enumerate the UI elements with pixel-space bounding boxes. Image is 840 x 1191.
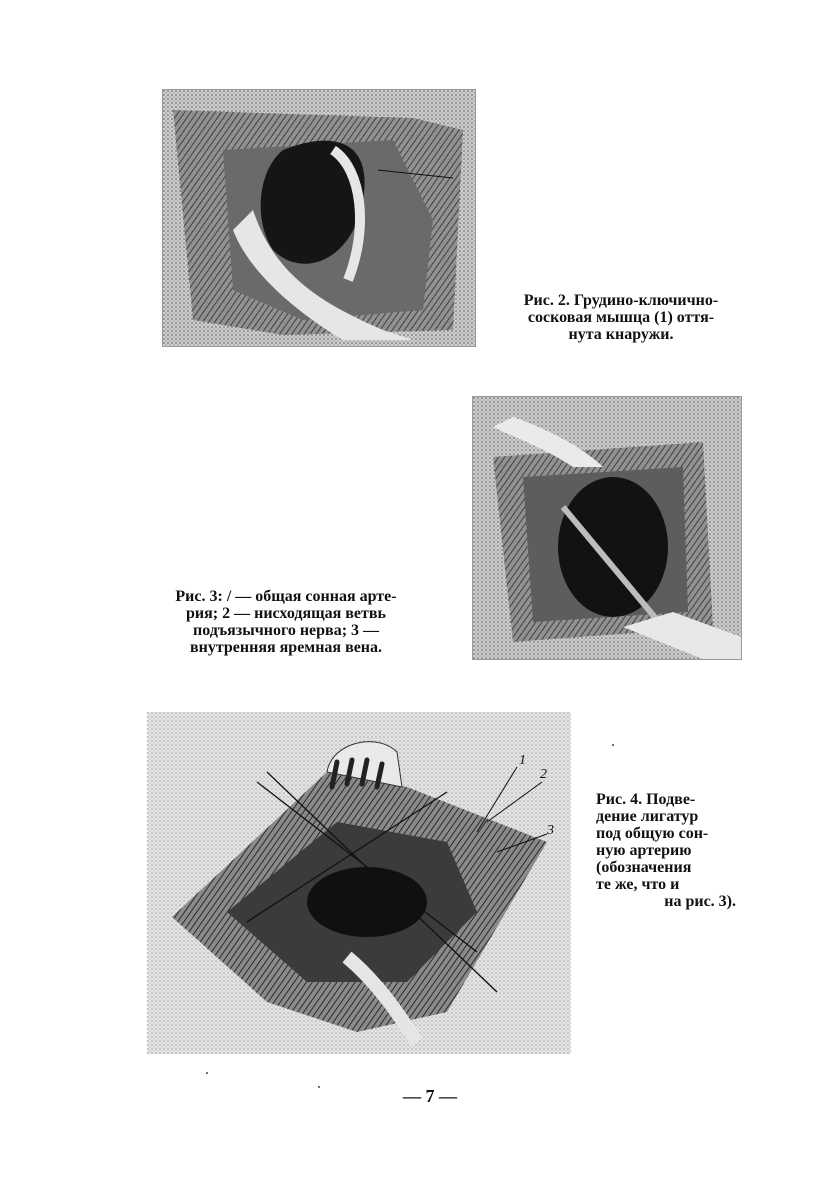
figure-2-caption: [496, 292, 746, 343]
print-speck: [318, 1086, 320, 1088]
caption-line: нута кнаружи.: [568, 326, 674, 343]
caption-line: сосковая мышца (1) оття-: [527, 309, 715, 326]
caption-line: те же, что и: [596, 876, 680, 893]
figure-3-caption: [156, 588, 416, 656]
figure-4-label-3: 3: [547, 823, 554, 838]
page-number: — 7 —: [403, 1086, 457, 1106]
figure-2-illustration: [162, 89, 476, 347]
print-speck: [206, 1072, 208, 1074]
caption-line: рия; 2 — нисходящая ветвь: [186, 605, 386, 622]
figure-3-illustration: [472, 396, 742, 660]
caption-line: Рис. 2. Грудино-ключично-: [523, 292, 719, 309]
print-speck: [612, 744, 614, 746]
caption-line: дение лигатур: [596, 808, 699, 825]
caption-line: ную артерию: [596, 842, 692, 859]
figure-4-caption: [596, 791, 736, 910]
caption-line: внутренняя яремная вена.: [189, 639, 383, 656]
figure-4-label-2: 2: [540, 767, 547, 782]
caption-line: подъязычного нерва; 3 —: [192, 622, 380, 639]
caption-line: Рис. 4. Подве-: [596, 791, 696, 808]
figure-4-illustration: [147, 712, 571, 1054]
figure-4-label-1: 1: [519, 753, 526, 768]
caption-line: Рис. 3: / — общая сонная арте-: [175, 588, 397, 605]
caption-line: под общую сон-: [596, 825, 709, 842]
caption-line: на рис. 3).: [664, 893, 736, 910]
caption-line: (обозначения: [596, 859, 692, 876]
